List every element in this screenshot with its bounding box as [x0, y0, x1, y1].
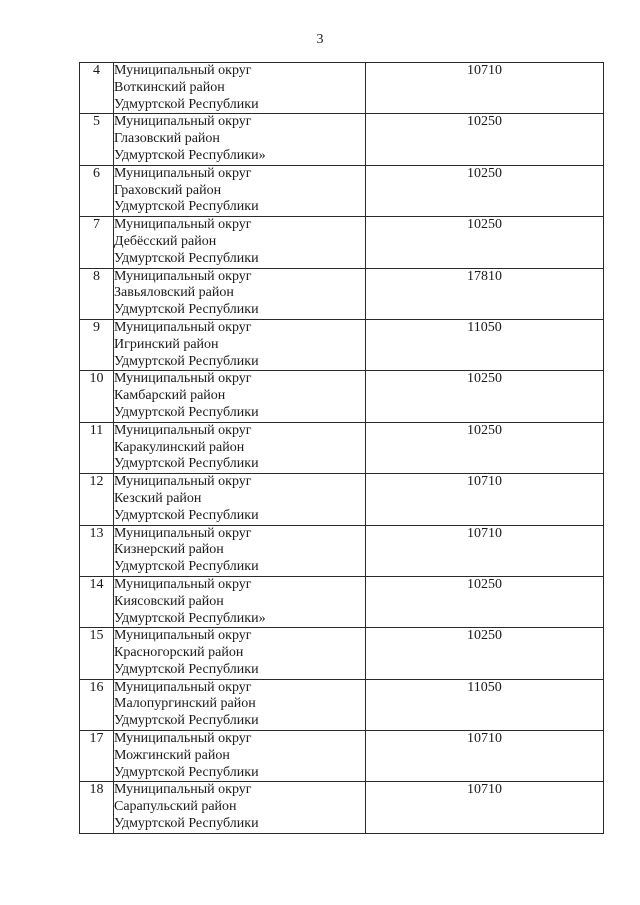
- row-number-cell: 16: [80, 679, 114, 730]
- value-cell: 10710: [366, 782, 604, 833]
- district-name-line: Муниципальный округ: [114, 525, 252, 541]
- district-name-line: Игринский район: [114, 336, 219, 352]
- district-name-line: Каракулинский район: [114, 439, 245, 455]
- table-row: [80, 217, 604, 268]
- district-name-line: Красногорский район: [114, 645, 244, 661]
- district-name-line: Воткинский район: [114, 79, 225, 95]
- row-number-cell: 7: [80, 217, 114, 268]
- district-name-line: Сарапульский район: [114, 799, 237, 815]
- value-cell: 10710: [366, 63, 604, 114]
- table-row: [80, 371, 604, 422]
- row-number-cell: 8: [80, 268, 114, 319]
- district-name-line: Удмуртской Республики: [114, 302, 259, 318]
- district-name-cell: [114, 165, 366, 216]
- district-name-line: Камбарский район: [114, 388, 226, 404]
- value-cell: 10250: [366, 628, 604, 679]
- value-cell: 11050: [366, 679, 604, 730]
- district-name-line: Кизнерский район: [114, 542, 224, 558]
- district-name-cell: [114, 782, 366, 833]
- row-number-cell: 15: [80, 628, 114, 679]
- district-name-cell: [114, 525, 366, 576]
- district-name-line: Удмуртской Республики»: [114, 610, 266, 626]
- district-name-line: Удмуртской Республики: [114, 199, 259, 215]
- value-cell: 10250: [366, 114, 604, 165]
- district-name-line: Удмуртской Республики: [114, 661, 259, 677]
- district-name-line: Киясовский район: [114, 593, 224, 609]
- district-name-line: Удмуртской Республики: [114, 559, 259, 575]
- value-cell: 10250: [366, 576, 604, 627]
- table-row: [80, 63, 604, 114]
- district-name-line: Муниципальный округ: [114, 422, 252, 438]
- district-name-line: Удмуртской Республики: [114, 816, 259, 832]
- table-row: [80, 576, 604, 627]
- table-row: [80, 165, 604, 216]
- district-name-cell: [114, 217, 366, 268]
- table-row: [80, 319, 604, 370]
- district-name-line: Муниципальный округ: [114, 319, 252, 335]
- row-number-cell: 6: [80, 165, 114, 216]
- district-name-line: Удмуртской Республики: [114, 764, 259, 780]
- district-name-cell: [114, 371, 366, 422]
- district-name-line: Граховский район: [114, 182, 222, 198]
- district-name-line: Муниципальный округ: [114, 63, 252, 78]
- row-number-cell: 5: [80, 114, 114, 165]
- district-name-line: Удмуртской Республики: [114, 353, 259, 369]
- district-name-line: Удмуртской Республики»: [114, 147, 266, 163]
- district-name-line: Муниципальный округ: [114, 576, 252, 592]
- value-cell: 10250: [366, 165, 604, 216]
- district-name-line: Удмуртской Республики: [114, 404, 259, 420]
- district-name-line: Муниципальный округ: [114, 268, 252, 284]
- table-row: [80, 268, 604, 319]
- district-name-cell: [114, 576, 366, 627]
- page-number: 3: [316, 32, 324, 47]
- district-name-line: Удмуртской Республики: [114, 456, 259, 472]
- value-cell: 11050: [366, 319, 604, 370]
- row-number-cell: 17: [80, 731, 114, 782]
- district-name-cell: [114, 63, 366, 114]
- row-number-cell: 18: [80, 782, 114, 833]
- district-name-line: Можгинский район: [114, 747, 230, 763]
- table-row: [80, 422, 604, 473]
- district-name-line: Удмуртской Республики: [114, 713, 259, 729]
- district-name-line: Муниципальный округ: [114, 114, 252, 130]
- row-number-cell: 10: [80, 371, 114, 422]
- district-name-line: Муниципальный округ: [114, 782, 252, 798]
- district-name-cell: [114, 731, 366, 782]
- value-cell: 10710: [366, 731, 604, 782]
- value-cell: 10250: [366, 217, 604, 268]
- value-cell: 10710: [366, 474, 604, 525]
- district-name-line: Муниципальный округ: [114, 474, 252, 490]
- district-name-line: Кезский район: [114, 490, 202, 506]
- table-body: [80, 63, 604, 834]
- table-row: [80, 782, 604, 833]
- district-name-line: Муниципальный округ: [114, 165, 252, 181]
- value-cell: 17810: [366, 268, 604, 319]
- district-name-line: Муниципальный округ: [114, 628, 252, 644]
- row-number-cell: 11: [80, 422, 114, 473]
- district-name-line: Дебёсский район: [114, 233, 217, 249]
- district-name-line: Муниципальный округ: [114, 371, 252, 387]
- district-name-line: Удмуртской Республики: [114, 507, 259, 523]
- districts-table: [79, 62, 604, 834]
- district-name-cell: [114, 268, 366, 319]
- value-cell: 10250: [366, 422, 604, 473]
- value-cell: 10710: [366, 525, 604, 576]
- row-number-cell: 4: [80, 63, 114, 114]
- district-name-cell: [114, 114, 366, 165]
- district-name-line: Удмуртской Республики: [114, 96, 259, 112]
- district-name-cell: [114, 319, 366, 370]
- district-name-cell: [114, 679, 366, 730]
- table-row: [80, 114, 604, 165]
- district-name-line: Муниципальный округ: [114, 217, 252, 233]
- district-name-line: Удмуртской Республики: [114, 250, 259, 266]
- table-row: [80, 679, 604, 730]
- district-name-line: Глазовский район: [114, 131, 220, 147]
- table-row: [80, 628, 604, 679]
- table-row: [80, 474, 604, 525]
- district-name-line: Муниципальный округ: [114, 679, 252, 695]
- table-row: [80, 525, 604, 576]
- row-number-cell: 12: [80, 474, 114, 525]
- row-number-cell: 14: [80, 576, 114, 627]
- district-name-line: Завьяловский район: [114, 285, 234, 301]
- district-name-line: Малопургинский район: [114, 696, 256, 712]
- row-number-cell: 9: [80, 319, 114, 370]
- district-name-cell: [114, 422, 366, 473]
- district-name-cell: [114, 474, 366, 525]
- district-name-cell: [114, 628, 366, 679]
- value-cell: 10250: [366, 371, 604, 422]
- row-number-cell: 13: [80, 525, 114, 576]
- table-row: [80, 731, 604, 782]
- district-name-line: Муниципальный округ: [114, 731, 252, 747]
